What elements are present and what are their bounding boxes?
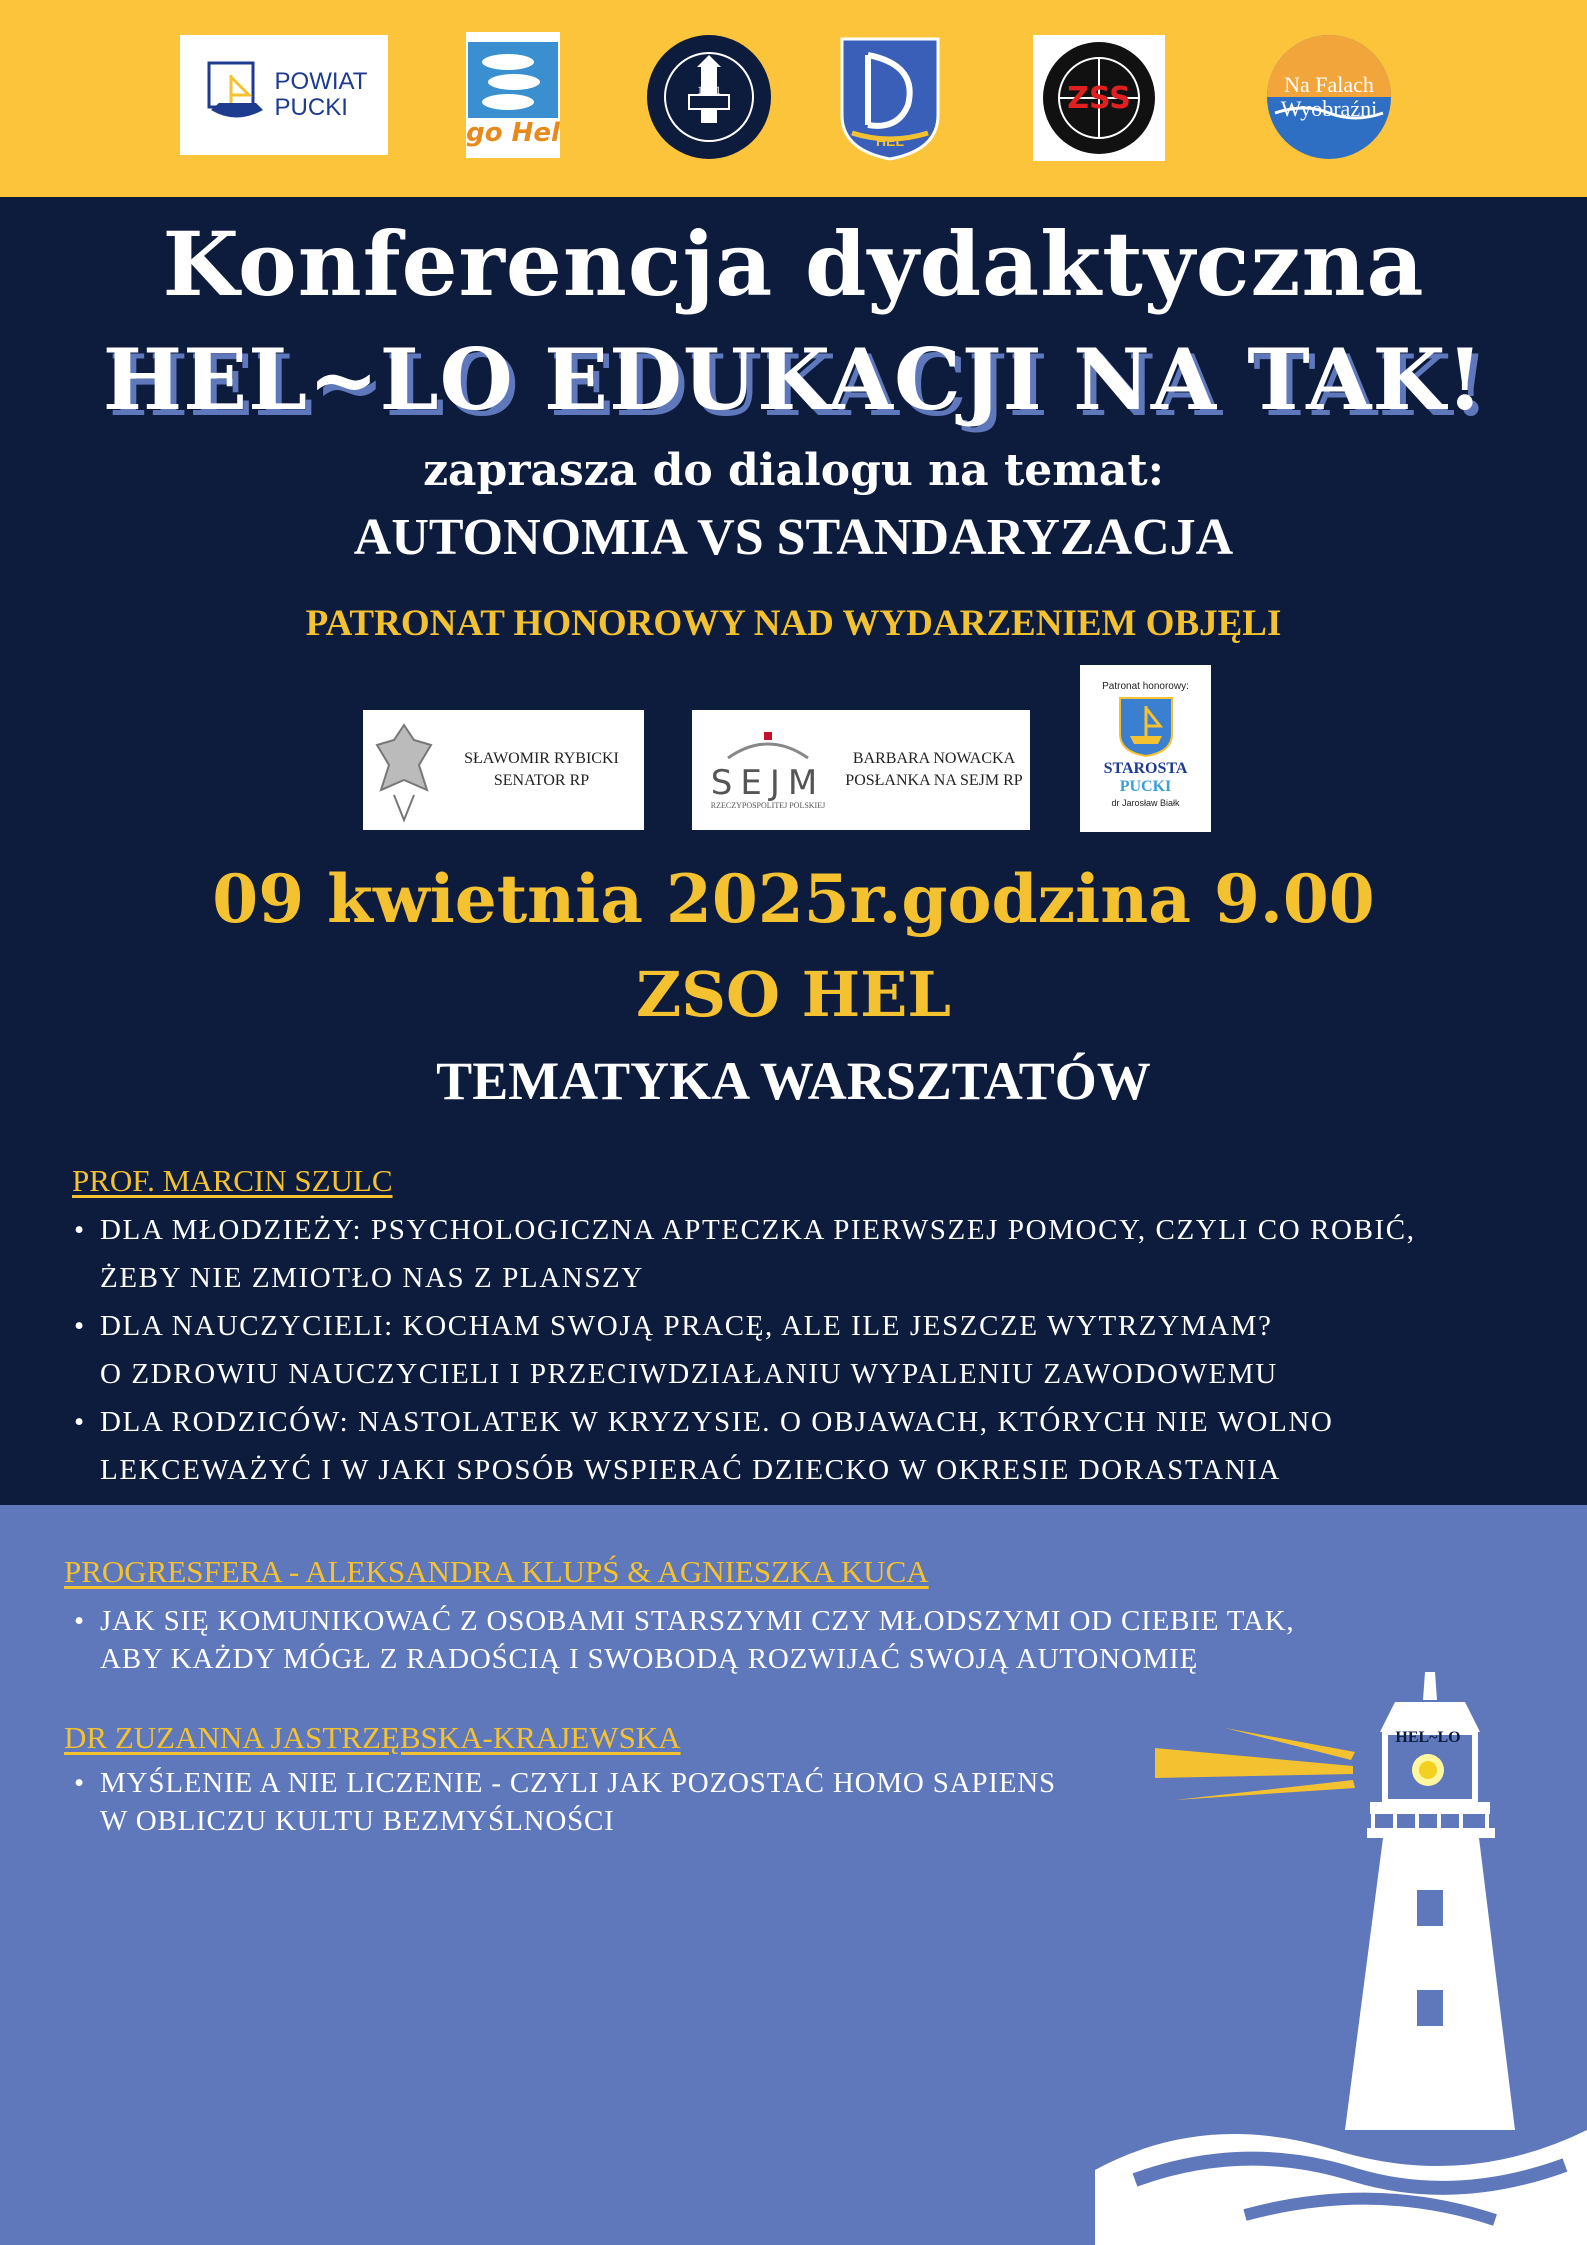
speaker-topics-list	[72, 1764, 1056, 1840]
pucki-crest-icon	[1118, 696, 1174, 758]
powiat-line2: PUCKI	[274, 94, 348, 121]
topic-line: JAK SIĘ KOMUNIKOWAĆ Z OSOBAMI STARSZYMI CZY MŁODSZYMI OD CIEBIE TAK,	[100, 1605, 1295, 1637]
lighthouse-icon	[1095, 1660, 1587, 2245]
invite-text: zaprasza do dialogu na temat:	[423, 445, 1164, 496]
topic-line: O ZDROWIU NAUCZYCIELI I PRZECIWDZIAŁANIU WYPALENIU ZAWODOWEMU	[100, 1358, 1278, 1390]
topic-line: ŻEBY NIE ZMIOTŁO NAS Z PLANSZY	[100, 1262, 644, 1294]
speaker-name: DR ZUZANNA JASTRZĘBSKA-KRAJEWSKA	[64, 1720, 681, 1755]
list-item	[72, 1206, 1416, 1302]
na-falach-line2: Wyobraźni	[1280, 96, 1378, 121]
starosta-head: Patronat honorowy:	[1102, 681, 1189, 692]
event-date: 09 kwietnia 2025r.godzina 9.00	[212, 860, 1375, 938]
gohel-text: go Hel	[466, 118, 560, 148]
patron-sejm	[692, 710, 1030, 830]
starosta-line1: STAROSTA	[1103, 760, 1188, 777]
na-falach-logo	[1265, 33, 1393, 161]
crest-text: HEL	[876, 133, 904, 149]
sejm-patron-name: BARBARA NOWACKA	[852, 750, 1016, 767]
powiat-pucki-logo	[180, 35, 388, 155]
topic-line: DLA MŁODZIEŻY: PSYCHOLOGICZNA APTECZKA PIERWSZEJ POMOCY, CZYLI CO ROBIĆ,	[100, 1214, 1416, 1246]
patron-starosta	[1080, 665, 1211, 832]
topic-line: LEKCEWAŻYĆ I W JAKI SPOSÓB WSPIERAĆ DZIECKO W OKRESIE DORASTANIA	[100, 1454, 1281, 1486]
eagle-icon	[369, 715, 439, 825]
topic-line: ABY KAŻDY MÓGŁ Z RADOŚCIĄ I SWOBODĄ ROZWIJAĆ SWOJĄ AUTONOMIĘ	[100, 1643, 1199, 1675]
list-item	[72, 1764, 1056, 1840]
topic-text: AUTONOMIA VS STANDARYZACJA	[353, 509, 1234, 566]
speaker-name: PROF. MARCIN SZULC	[72, 1163, 393, 1198]
lighthouse-label: HEL~LO	[1395, 1729, 1461, 1746]
workshops-heading: TEMATYKA WARSZTATÓW	[436, 1051, 1151, 1111]
sejm-dome-icon	[708, 730, 828, 760]
na-falach-line1: Na Falach	[1284, 72, 1374, 97]
senator-role: SENATOR RP	[493, 772, 590, 789]
liceum-logo	[645, 33, 773, 161]
topic-line: DLA NAUCZYCIELI: KOCHAM SWOJĄ PRACĘ, ALE ILE JESZCZE WYTRZYMAM?	[100, 1310, 1273, 1342]
speaker-name: PROGRESFERA - ALEKSANDRA KLUPŚ & AGNIESZKA KUCA	[64, 1554, 929, 1589]
list-item	[72, 1398, 1416, 1494]
liceum-year: 1991	[697, 83, 721, 97]
sejm-logo-sub: RZECZYPOSPOLITEJ POLSKIEJ	[710, 801, 826, 810]
patronat-heading: PATRONAT HONOROWY NAD WYDARZENIEM OBJĘLI	[305, 603, 1282, 644]
topic-line: MYŚLENIE A NIE LICZENIE - CZYLI JAK POZOSTAĆ HOMO SAPIENS	[100, 1767, 1056, 1799]
sejm-logo-text: SEJM	[710, 763, 826, 803]
patron-senator	[363, 710, 644, 830]
fish-icon	[468, 42, 558, 118]
gohel-logo	[466, 32, 560, 158]
sejm-patron-role: POSŁANKA NA SEJM RP	[845, 772, 1023, 789]
zss-logo	[1033, 35, 1165, 161]
starosta-line3: dr Jarosław Białk	[1111, 798, 1180, 808]
event-name: HEL~LO EDUKACJI NA TAK!	[102, 330, 1485, 429]
speaker-topics-list	[72, 1206, 1416, 1494]
starosta-line2: PUCKI	[1119, 778, 1172, 795]
list-item	[72, 1302, 1416, 1398]
topic-line: DLA RODZICÓW: NASTOLATEK W KRYZYSIE. O OBJAWACH, KTÓRYCH NIE WOLNO	[100, 1406, 1334, 1438]
zss-text: ZSS	[1067, 80, 1131, 116]
powiat-line1: POWIAT	[274, 68, 368, 95]
page-title: Konferencja dydaktyczna	[162, 212, 1425, 316]
event-venue: ZSO HEL	[635, 958, 952, 1031]
ship-icon	[201, 55, 271, 135]
hel-crest-logo	[838, 35, 942, 161]
senator-name: SŁAWOMIR RYBICKI	[464, 750, 619, 767]
topic-line: W OBLICZU KULTU BEZMYŚLNOŚCI	[100, 1805, 615, 1837]
